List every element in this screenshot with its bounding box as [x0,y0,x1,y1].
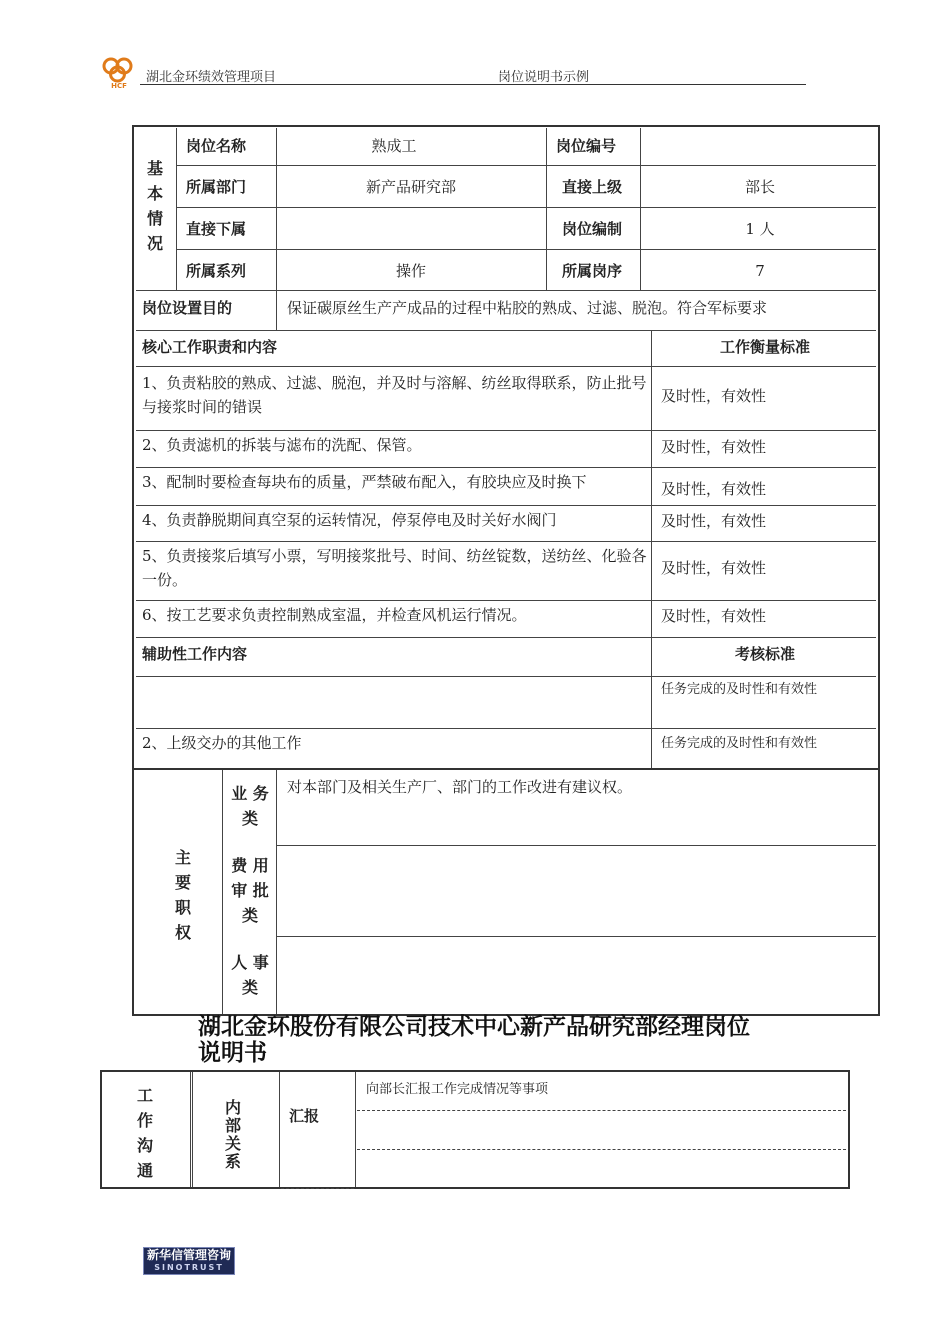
value-department: 新产品研究部 [365,178,456,196]
authority-expense-label: 费 用 审 批 类 [231,856,269,925]
duty-item: 4、负责静脱期间真空泵的运转情况，停泵停电及时关好水阀门 [142,511,557,529]
header-project: 湖北金环绩效管理项目 [146,70,277,85]
duty-standard: 及时性，有效性 [661,480,767,498]
value-headcount: 1 人 [745,220,775,238]
value-job-title: 熟成工 [371,137,417,155]
authority-business-label: 业 务 类 [231,784,269,828]
brand-en: SINOTRUST [154,1263,224,1272]
aux-standard: 任务完成的及时性和有效性 [661,682,818,697]
authority-business-text: 对本部门及相关生产厂、部门的工作改进有建议权。 [287,778,633,796]
core-duties-header: 核心工作职责和内容 [142,338,278,356]
company-logo [100,54,138,90]
svg-text:HCF: HCF [111,82,127,90]
authority-hr-label: 人 事 类 [231,953,269,997]
comm-label: 工 作 沟 通 [136,1086,153,1180]
purpose-text: 保证碳原丝生产产成品的过程中粘胶的熟成、过滤、脱泡。符合军标要求 [287,299,768,317]
sinotrust-logo [143,1247,235,1275]
duty-standard: 及时性，有效性 [661,512,767,530]
comm-internal-label: 内 部 关 系 [224,1098,241,1171]
duty-item: 2、负责滤机的拆装与滤布的洗配、保管。 [142,436,422,454]
authority-label: 主 要 职 权 [174,848,191,942]
duty-standard: 及时性，有效性 [661,438,767,456]
basic-info-label: 基 本 情 况 [146,159,163,253]
value-series: 操作 [395,262,426,280]
duty-standard: 及时性，有效性 [661,387,767,405]
duty-item: 6、按工艺要求负责控制熟成室温，并检查风机运行情况。 [142,606,527,624]
core-standard-header: 工作衡量标准 [719,338,810,356]
label-supervisor: 直接上级 [562,178,623,196]
aux-standard-header: 考核标准 [734,645,795,663]
second-doc-title: 湖北金环股份有限公司技术中心新产品研究部经理岗位说明书 [198,1014,750,1066]
aux-standard: 任务完成的及时性和有效性 [661,736,818,751]
comm-report-type: 汇报 [289,1107,320,1125]
duty-item: 1、负责粘胶的熟成、过滤、脱泡，并及时与溶解、纺丝取得联系，防止批号与接浆时间的错误 [142,374,647,416]
value-supervisor: 部长 [744,178,775,196]
value-rank: 7 [755,262,765,280]
duty-standard: 及时性，有效性 [661,559,767,577]
label-headcount: 岗位编制 [562,220,623,238]
aux-item: 2、上级交办的其他工作 [142,734,302,752]
label-department: 所属部门 [186,178,247,196]
purpose-label: 岗位设置目的 [142,299,233,317]
header-rule [140,84,806,85]
duty-item: 5、负责接浆后填写小票，写明接浆批号、时间、纺丝锭数，送纺丝、化验各一份。 [142,547,647,589]
header-doc-title: 岗位说明书示例 [498,70,590,85]
duty-standard: 及时性，有效性 [661,607,767,625]
label-subordinate: 直接下属 [186,220,247,238]
label-job-code: 岗位编号 [556,137,617,155]
brand-cn: 新华信管理咨询 [146,1248,231,1262]
duty-item: 3、配制时要检查每块布的质量，严禁破布配入，有胶块应及时换下 [142,473,587,491]
label-series: 所属系列 [186,262,247,280]
comm-report-text: 向部长汇报工作完成情况等事项 [366,1082,549,1097]
label-job-title: 岗位名称 [186,137,247,155]
label-rank: 所属岗序 [562,262,623,280]
aux-header: 辅助性工作内容 [142,645,248,663]
